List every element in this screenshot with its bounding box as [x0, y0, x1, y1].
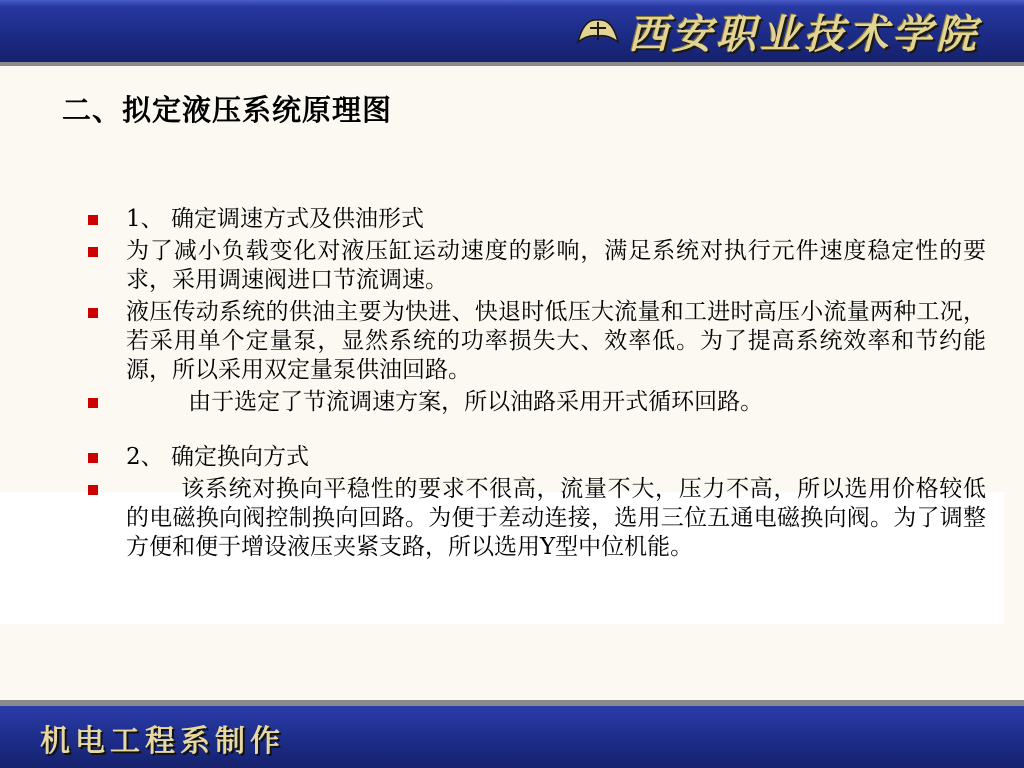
list-item — [86, 475, 986, 562]
list-item — [86, 388, 986, 417]
list-item — [86, 205, 986, 234]
page-title: 二、拟定液压系统原理图 — [62, 93, 393, 127]
bullet-square-icon — [88, 453, 98, 463]
list-item-text: 由于选定了节流调速方案，所以油路采用开式循环回路。 — [188, 389, 764, 415]
list-item-text: 2、 确定换向方式 — [126, 444, 309, 470]
list-item-text: 该系统对换向平稳性的要求不很高，流量不大，压力不高，所以选用价格较低的电磁换向阀控制换向回路。为便于差动连接，选用三位五通电磁换向阀。为了调整方便和便于增设液压夹紧支路，所以选用Y型中位机能。 — [126, 476, 986, 560]
list-item — [86, 443, 986, 472]
list-item-text: 液压传动系统的供油主要为快进、快退时低压大流量和工进时高压小流量两种工况，若采用单个定量泵，显然系统的功率损失大、效率低。为了提高系统效率和节约能源，所以采用双定量泵供油回路。 — [126, 299, 986, 383]
bullet-square-icon — [88, 215, 98, 225]
bullet-list — [86, 205, 986, 565]
list-item-text: 1、 确定调速方式及供油形式 — [126, 206, 424, 232]
school-name-text: 西安职业技术学院 — [628, 10, 980, 58]
bullet-square-icon — [88, 308, 98, 318]
list-item — [86, 298, 986, 385]
bullet-square-icon — [88, 247, 98, 257]
footer-credit: 机电工程系制作 — [40, 724, 285, 759]
school-logo — [574, 6, 980, 56]
bullet-square-icon — [88, 485, 98, 495]
header-divider — [0, 62, 1024, 66]
list-item — [86, 237, 986, 295]
bullet-square-icon — [88, 398, 98, 408]
list-item-text: 为了减小负载变化对液压缸运动速度的影响，满足系统对执行元件速度稳定性的要求，采用调速阀进口节流调速。 — [126, 238, 986, 293]
school-emblem-icon — [574, 12, 622, 50]
